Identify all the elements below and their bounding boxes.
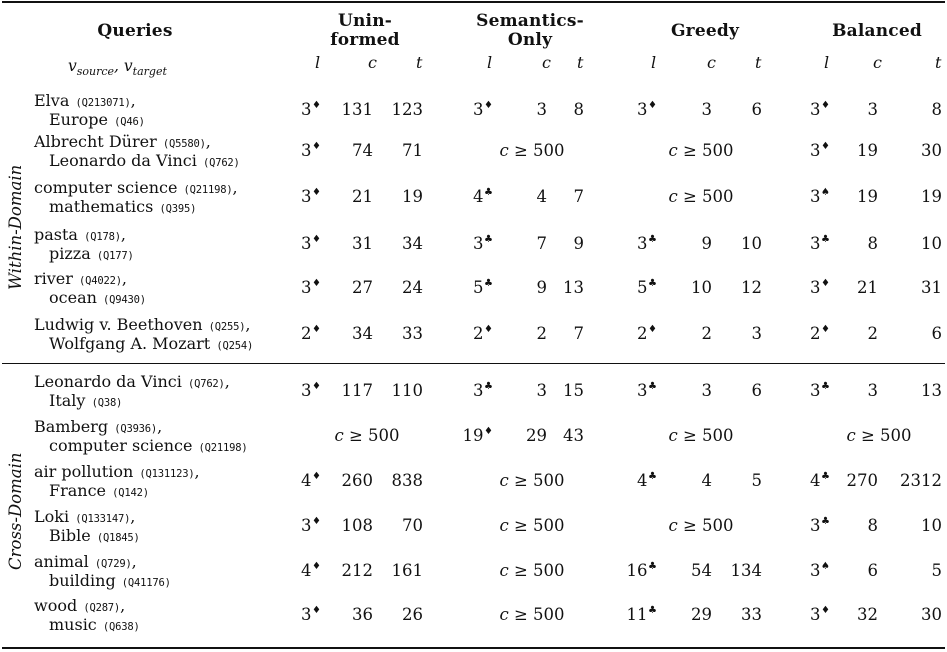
cell-balanced-t: 10 [921, 516, 942, 535]
cell-semantics-c: 29 [526, 426, 547, 445]
marker-icon: ♣ [648, 381, 657, 392]
marker-icon: ♦ [821, 278, 830, 289]
marker-icon: ♣ [821, 471, 830, 482]
header-greedy: Greedy [670, 21, 740, 41]
query-source: computer science (Q21198), [34, 178, 238, 197]
query-source: wood (Q287), [34, 596, 126, 615]
cell-uninformed-t: 34 [402, 234, 423, 253]
cell-semantics-l: 4♣ [473, 187, 493, 206]
query-target: ocean (Q9430) [49, 288, 146, 307]
cell-balanced-l: 3♣ [810, 234, 830, 253]
cell-uninformed-t: 24 [402, 278, 423, 297]
cell-semantics-t: 8 [573, 100, 584, 119]
marker-icon: ♦ [648, 100, 657, 111]
query-source: pasta (Q178), [34, 225, 126, 244]
cell-uninformed-l: 3♦ [301, 605, 321, 624]
subheader-greedy-t: t [755, 53, 762, 72]
cell-balanced-c: 8 [867, 516, 878, 535]
cell-uninformed-l: 3♦ [301, 234, 321, 253]
marker-icon: ♦ [484, 324, 493, 335]
cell-uninformed-c: 34 [352, 324, 373, 343]
query-source: Ludwig v. Beethoven (Q255), [34, 315, 251, 334]
marker-icon: ♣ [821, 234, 830, 245]
cell-semantics-l: 5♣ [473, 278, 493, 297]
cell-uninformed-t: 71 [402, 141, 423, 160]
query-source: Bamberg (Q3936), [34, 417, 163, 436]
cell-balanced-t: 5 [931, 561, 942, 580]
cell-uninformed-l: 3♦ [301, 516, 321, 535]
cell-semantics-threshold: c ≥ 500 [499, 605, 565, 624]
query-source: Albrecht Dürer (Q5580), [34, 132, 211, 151]
cell-balanced-t: 30 [921, 141, 942, 160]
cell-greedy-c: 10 [691, 278, 712, 297]
marker-icon: ♣ [484, 381, 493, 392]
cell-greedy-t: 3 [751, 324, 762, 343]
side-label-within-domain: Within-Domain [6, 164, 25, 290]
cell-uninformed-t: 70 [402, 516, 423, 535]
cell-uninformed-l: 2♦ [301, 324, 321, 343]
subheader-greedy-l: l [651, 53, 657, 72]
marker-icon: ♦ [648, 324, 657, 335]
cell-uninformed-t: 33 [402, 324, 423, 343]
cell-semantics-threshold: c ≥ 500 [499, 471, 565, 490]
cell-uninformed-t: 123 [391, 100, 423, 119]
header-balanced: Balanced [832, 21, 922, 41]
marker-icon: ♣ [648, 234, 657, 245]
cell-greedy-c: 54 [691, 561, 712, 580]
cell-balanced-c: 21 [857, 278, 878, 297]
cell-semantics-threshold: c ≥ 500 [499, 516, 565, 535]
cell-greedy-t: 10 [741, 234, 762, 253]
cell-uninformed-c: 212 [341, 561, 373, 580]
marker-icon: ♦ [312, 516, 321, 527]
query-target: computer science (Q21198) [49, 436, 248, 455]
marker-icon: ♣ [648, 278, 657, 289]
marker-icon: ♦ [821, 605, 830, 616]
cell-balanced-c: 3 [867, 100, 878, 119]
cell-balanced-c: 3 [867, 381, 878, 400]
cell-greedy-threshold: c ≥ 500 [668, 426, 734, 445]
query-source: Loki (Q133147), [34, 507, 136, 526]
cell-balanced-c: 8 [867, 234, 878, 253]
cell-greedy-l: 3♣ [637, 234, 657, 253]
cell-uninformed-c: 131 [341, 100, 373, 119]
cell-balanced-t: 10 [921, 234, 942, 253]
cell-uninformed-l: 4♦ [301, 471, 321, 490]
marker-icon: ♠ [821, 187, 830, 198]
header-uninformed: Unin- formed [330, 11, 400, 50]
marker-icon: ♣ [821, 381, 830, 392]
cell-uninformed-l: 3♦ [301, 100, 321, 119]
cell-greedy-threshold: c ≥ 500 [668, 187, 734, 206]
marker-icon: ♦ [312, 187, 321, 198]
cell-uninformed-threshold: c ≥ 500 [334, 426, 400, 445]
cell-balanced-c: 32 [857, 605, 878, 624]
cell-semantics-t: 13 [563, 278, 584, 297]
cell-balanced-l: 3♠ [810, 187, 830, 206]
marker-icon: ♣ [484, 234, 493, 245]
cell-uninformed-c: 27 [352, 278, 373, 297]
cell-uninformed-t: 161 [391, 561, 423, 580]
cell-greedy-c: 2 [701, 324, 712, 343]
marker-icon: ♦ [312, 141, 321, 152]
cell-balanced-c: 2 [867, 324, 878, 343]
subheader-uninformed-c: c [368, 53, 377, 72]
cell-uninformed-l: 3♦ [301, 187, 321, 206]
query-target: building (Q41176) [49, 571, 171, 590]
subheader-uninformed-t: t [416, 53, 423, 72]
query-source: Elva (Q213071), [34, 91, 136, 110]
subheader-uninformed-l: l [315, 53, 321, 72]
cell-balanced-l: 3♠ [810, 561, 830, 580]
subheader-balanced-c: c [873, 53, 882, 72]
cell-balanced-c: 270 [846, 471, 878, 490]
query-source: air pollution (Q131123), [34, 462, 200, 481]
query-target: Wolfgang A. Mozart (Q254) [49, 334, 254, 353]
cell-greedy-l: 11♣ [626, 605, 657, 624]
marker-icon: ♣ [484, 278, 493, 289]
query-target: France (Q142) [49, 481, 149, 500]
cell-greedy-c: 29 [691, 605, 712, 624]
top-rule [2, 1, 945, 3]
cell-greedy-l: 4♣ [637, 471, 657, 490]
cell-uninformed-l: 3♦ [301, 141, 321, 160]
marker-icon: ♦ [821, 100, 830, 111]
cell-semantics-t: 15 [563, 381, 584, 400]
cell-greedy-l: 3♣ [637, 381, 657, 400]
marker-icon: ♦ [821, 141, 830, 152]
cell-semantics-c: 3 [536, 100, 547, 119]
cell-balanced-l: 3♦ [810, 100, 830, 119]
cell-semantics-l: 3♣ [473, 234, 493, 253]
marker-icon: ♦ [312, 561, 321, 572]
subheader-semantics-c: c [542, 53, 551, 72]
cell-balanced-t: 19 [921, 187, 942, 206]
cell-greedy-l: 16♣ [626, 561, 657, 580]
cell-semantics-c: 3 [536, 381, 547, 400]
query-source: Leonardo da Vinci (Q762), [34, 372, 230, 391]
marker-icon: ♦ [312, 100, 321, 111]
cell-semantics-c: 4 [536, 187, 547, 206]
cell-greedy-threshold: c ≥ 500 [668, 141, 734, 160]
query-target: music (Q638) [49, 615, 140, 634]
cell-balanced-l: 2♦ [810, 324, 830, 343]
cell-semantics-t: 7 [573, 187, 584, 206]
cell-semantics-c: 2 [536, 324, 547, 343]
subheader-balanced-l: l [824, 53, 830, 72]
marker-icon: ♣ [648, 471, 657, 482]
query-source: river (Q4022), [34, 269, 127, 288]
cell-balanced-t: 31 [921, 278, 942, 297]
marker-icon: ♣ [484, 187, 493, 198]
cell-greedy-c: 9 [701, 234, 712, 253]
cell-semantics-l: 19♦ [462, 426, 493, 445]
cell-uninformed-c: 108 [341, 516, 373, 535]
subheader-greedy-c: c [707, 53, 716, 72]
query-target: pizza (Q177) [49, 244, 134, 263]
cell-uninformed-c: 260 [341, 471, 373, 490]
cell-semantics-t: 9 [573, 234, 584, 253]
subheader-balanced-t: t [935, 53, 942, 72]
marker-icon: ♦ [484, 100, 493, 111]
cell-semantics-threshold: c ≥ 500 [499, 561, 565, 580]
cell-uninformed-l: 3♦ [301, 278, 321, 297]
cell-balanced-l: 3♣ [810, 381, 830, 400]
cell-uninformed-c: 117 [341, 381, 373, 400]
query-target: Leonardo da Vinci (Q762) [49, 151, 240, 170]
cell-greedy-t: 5 [751, 471, 762, 490]
cell-balanced-threshold: c ≥ 500 [846, 426, 912, 445]
cell-semantics-threshold: c ≥ 500 [499, 141, 565, 160]
query-target: Europe (Q46) [49, 110, 145, 129]
cell-balanced-c: 19 [857, 187, 878, 206]
cell-balanced-t: 30 [921, 605, 942, 624]
cell-greedy-t: 33 [741, 605, 762, 624]
section-divider-rule [2, 363, 945, 364]
cell-greedy-t: 6 [751, 381, 762, 400]
cell-semantics-l: 3♦ [473, 100, 493, 119]
cell-semantics-c: 7 [536, 234, 547, 253]
cell-greedy-t: 12 [741, 278, 762, 297]
cell-uninformed-l: 4♦ [301, 561, 321, 580]
cell-uninformed-t: 26 [402, 605, 423, 624]
cell-greedy-threshold: c ≥ 500 [668, 516, 734, 535]
cell-balanced-t: 2312 [900, 471, 942, 490]
cell-balanced-l: 3♦ [810, 605, 830, 624]
marker-icon: ♠ [821, 561, 830, 572]
query-target: Bible (Q1845) [49, 526, 140, 545]
marker-icon: ♦ [821, 324, 830, 335]
cell-greedy-c: 3 [701, 100, 712, 119]
cell-greedy-c: 3 [701, 381, 712, 400]
marker-icon: ♦ [312, 471, 321, 482]
cell-uninformed-t: 19 [402, 187, 423, 206]
cell-semantics-t: 7 [573, 324, 584, 343]
cell-uninformed-c: 36 [352, 605, 373, 624]
cell-balanced-c: 19 [857, 141, 878, 160]
cell-uninformed-t: 838 [391, 471, 423, 490]
cell-semantics-t: 43 [563, 426, 584, 445]
query-source: animal (Q729), [34, 552, 137, 571]
cell-balanced-t: 13 [921, 381, 942, 400]
side-label-cross-domain: Cross-Domain [6, 452, 25, 570]
header-query-subtitle: $v_{source}$, $v_{target}$ [68, 57, 167, 79]
cell-greedy-c: 4 [701, 471, 712, 490]
cell-balanced-l: 3♣ [810, 516, 830, 535]
cell-semantics-l: 3♣ [473, 381, 493, 400]
cell-semantics-l: 2♦ [473, 324, 493, 343]
cell-balanced-t: 6 [931, 324, 942, 343]
marker-icon: ♣ [648, 605, 657, 616]
marker-icon: ♣ [821, 516, 830, 527]
marker-icon: ♦ [312, 381, 321, 392]
cell-uninformed-c: 21 [352, 187, 373, 206]
cell-balanced-l: 3♦ [810, 141, 830, 160]
marker-icon: ♣ [648, 561, 657, 572]
cell-uninformed-c: 31 [352, 234, 373, 253]
cell-greedy-l: 3♦ [637, 100, 657, 119]
marker-icon: ♦ [312, 234, 321, 245]
cell-uninformed-t: 110 [391, 381, 423, 400]
query-target: Italy (Q38) [49, 391, 123, 410]
cell-uninformed-c: 74 [352, 141, 373, 160]
cell-balanced-c: 6 [867, 561, 878, 580]
cell-greedy-l: 5♣ [637, 278, 657, 297]
subheader-semantics-l: l [487, 53, 493, 72]
header-semantics: Semantics- Only [476, 11, 584, 50]
cell-uninformed-l: 3♦ [301, 381, 321, 400]
query-target: mathematics (Q395) [49, 197, 197, 216]
marker-icon: ♦ [484, 426, 493, 437]
cell-balanced-l: 4♣ [810, 471, 830, 490]
cell-balanced-l: 3♦ [810, 278, 830, 297]
marker-icon: ♦ [312, 324, 321, 335]
subheader-semantics-t: t [577, 53, 584, 72]
cell-greedy-l: 2♦ [637, 324, 657, 343]
marker-icon: ♦ [312, 278, 321, 289]
bottom-rule [2, 647, 945, 649]
marker-icon: ♦ [312, 605, 321, 616]
cell-greedy-t: 134 [730, 561, 762, 580]
cell-greedy-t: 6 [751, 100, 762, 119]
header-queries: Queries [97, 21, 173, 41]
cell-balanced-t: 8 [931, 100, 942, 119]
cell-semantics-c: 9 [536, 278, 547, 297]
